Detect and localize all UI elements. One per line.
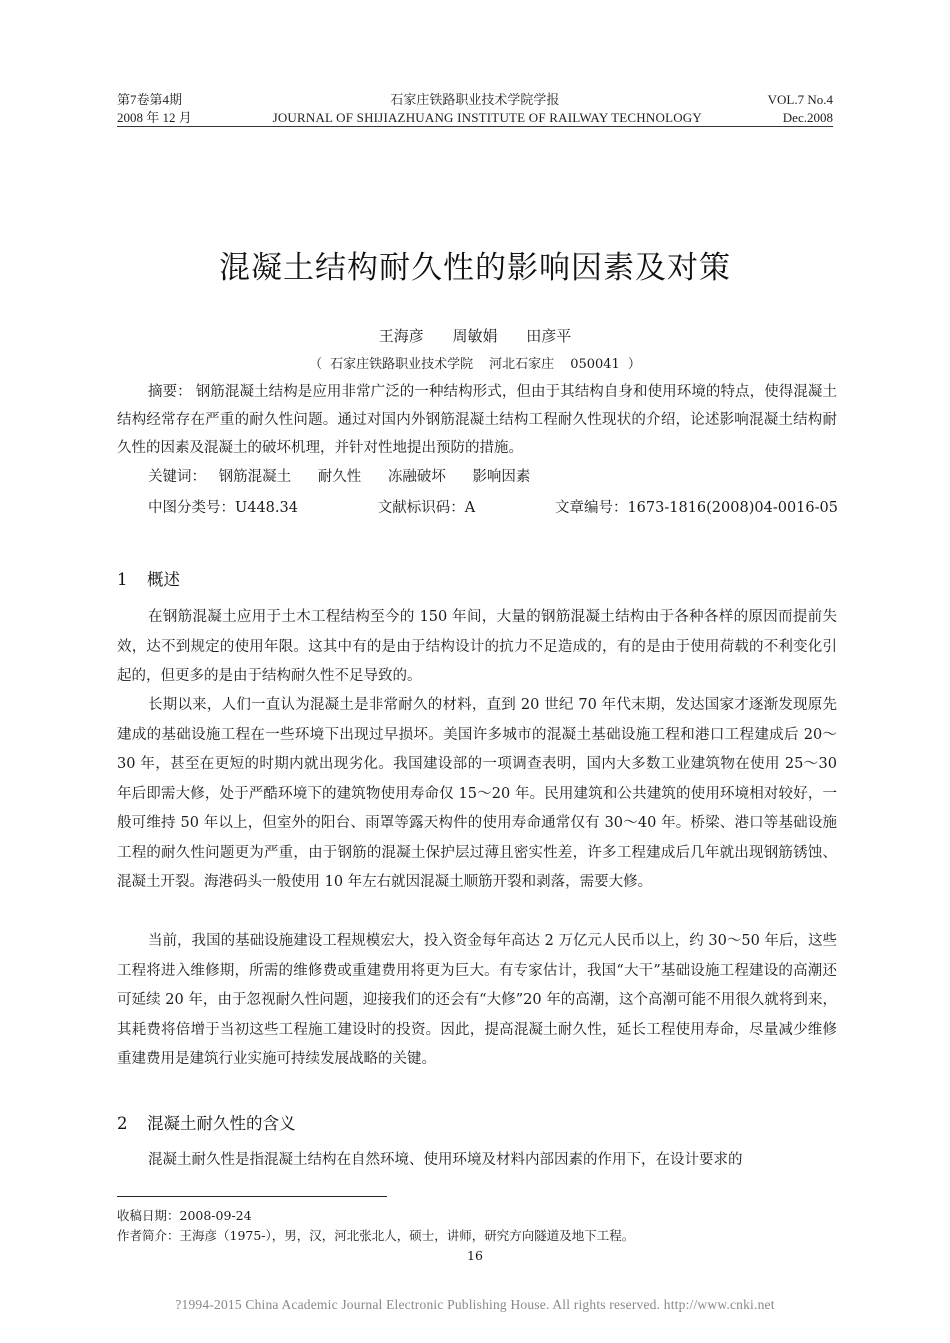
section-number: 2 xyxy=(117,1114,128,1133)
article-title: 混凝土结构耐久性的影响因素及对策 xyxy=(219,250,731,286)
header-rule xyxy=(117,126,833,127)
header-volume-en: VOL.7 No.4 xyxy=(767,92,833,107)
keywords-label: 关键词： xyxy=(148,469,206,485)
affiliation-close-paren: ） xyxy=(627,357,641,372)
abstract-text: 钢筋混凝土结构是应用非常广泛的一种结构形式，但由于其结构自身和使用环境的特点，使得混凝土结构经常存在严重的耐久性问题。通过对国内外钢筋混凝土结构工程耐久性现状的介绍，论述影响混凝土结构耐久性的因素及混凝土的破坏机理，并针对性地提出预防的措施。 xyxy=(117,384,838,456)
keyword: 冻融破坏 xyxy=(387,469,446,485)
article-number: 文章编号：1673-1816(2008)04-0016-05 xyxy=(554,500,838,516)
author-name: 周敏娟 xyxy=(452,327,498,345)
abstract xyxy=(117,378,837,462)
body-paragraph: 当前，我国的基础设施建设工程规模宏大，投入资金每年高达 2 万亿元人民币以上，约 30～50 年后，这些工程将进入维修期，所需的维修费或重建费用将更为巨大。有专家估计，我国“大干”基础设施工程建设的高潮还可延续 20 年，由于忽视耐久性问题，迎接我们的还会有“大修”20 年的高潮，这个高潮可能不用很久就将到来，其耗费将倍增于当初这些工程施工建设时的投资。因此，提高混凝土耐久性，延长工程使用寿命，尽量减少维修重建费用是建筑行业实施可持续发展战略的关键。 xyxy=(117,933,837,1067)
footnote-received-date: 收稿日期：2008-09-24 xyxy=(117,1208,252,1223)
section-title: 概述 xyxy=(147,570,180,589)
classification-row xyxy=(148,496,838,517)
header-journal-en: JOURNAL OF SHIJIAZHUANG INSTITUTE OF RAILWAY TECHNOLOGY xyxy=(272,110,702,125)
header-row-2 xyxy=(117,107,833,126)
document-code: 文献标识码：A xyxy=(377,500,476,516)
affiliation-postcode: 050041 xyxy=(570,357,620,372)
page-number: 16 xyxy=(467,1248,483,1263)
section-heading-1 xyxy=(117,566,180,590)
header-volume-cn: 第7卷第4期 xyxy=(117,92,183,107)
header-date-en: Dec.2008 xyxy=(782,110,833,125)
keyword: 耐久性 xyxy=(317,469,362,485)
footnote-rule xyxy=(117,1196,387,1197)
keyword: 钢筋混凝土 xyxy=(218,469,292,485)
body-paragraph: 在钢筋混凝土应用于土木工程结构至今的 150 年间，大量的钢筋混凝土结构由于各种各样的原因而提前失效，达不到规定的使用年限。这其中有的是由于结构设计的抗力不足造成的，有的是由于使用荷载的不利变化引起的，但更多的是由于结构耐久性不足导致的。 xyxy=(117,609,837,684)
header-date-cn: 2008 年 12 月 xyxy=(117,110,192,125)
affiliation-open-paren: （ xyxy=(309,357,323,372)
body-paragraph: 混凝土耐久性是指混凝土结构在自然环境、使用环境及材料内部因素的作用下，在设计要求的 xyxy=(148,1152,743,1168)
affiliation xyxy=(0,353,950,372)
body-paragraph: 长期以来，人们一直认为混凝土是非常耐久的材料，直到 20 世纪 70 年代末期，发达国家才逐渐发现原先建成的基础设施工程在一些环境下出现过早损坏。美国许多城市的混凝土基础设施工程和港口工程建成后 20～30 年，甚至在更短的时期内就出现劣化。我国建设部的一项调查表明，国内大多数工业建筑物在使用 25～30 年后即需大修，处于严酷环境下的建筑物使用寿命仅 15～20 年。民用建筑和公共建筑的使用环境相对较好，一般可维持 50 年以上，但室外的阳台、雨罩等露天构件的使用寿命通常仅有 30～40 年。桥梁、港口等基础设施工程的耐久性问题更为严重，由于钢筋的混凝土保护层过薄且密实性差，许多工程建成后几年就出现钢筋锈蚀、混凝土开裂。海港码头一般使用 10 年左右就因混凝土顺筋开裂和剥落，需要大修。 xyxy=(117,697,837,890)
cnki-watermark: ?1994-2015 China Academic Journal Electronic Publishing House. All rights reserved. http://www.cnki.net xyxy=(175,1297,775,1312)
author-list xyxy=(0,325,950,346)
author-name: 王海彦 xyxy=(378,327,424,345)
keywords xyxy=(148,465,552,486)
keyword: 影响因素 xyxy=(472,469,531,485)
affiliation-institute: 石家庄铁路职业技术学院 xyxy=(330,357,474,372)
footnote-author-bio: 作者简介：王海彦（1975-），男，汉，河北张北人，硕士，讲师，研究方向隧道及地下工程。 xyxy=(117,1228,635,1243)
affiliation-city: 河北石家庄 xyxy=(489,357,555,372)
author-name: 田彦平 xyxy=(526,327,572,345)
clc-number: 中图分类号：U448.34 xyxy=(148,500,298,516)
header-row-1 xyxy=(117,89,833,108)
section-heading-2 xyxy=(117,1110,296,1134)
section-title: 混凝土耐久性的含义 xyxy=(147,1114,296,1133)
header-journal-cn: 石家庄铁路职业技术学院学报 xyxy=(390,92,560,107)
abstract-label: 摘要： xyxy=(148,384,192,400)
section-number: 1 xyxy=(117,570,128,589)
